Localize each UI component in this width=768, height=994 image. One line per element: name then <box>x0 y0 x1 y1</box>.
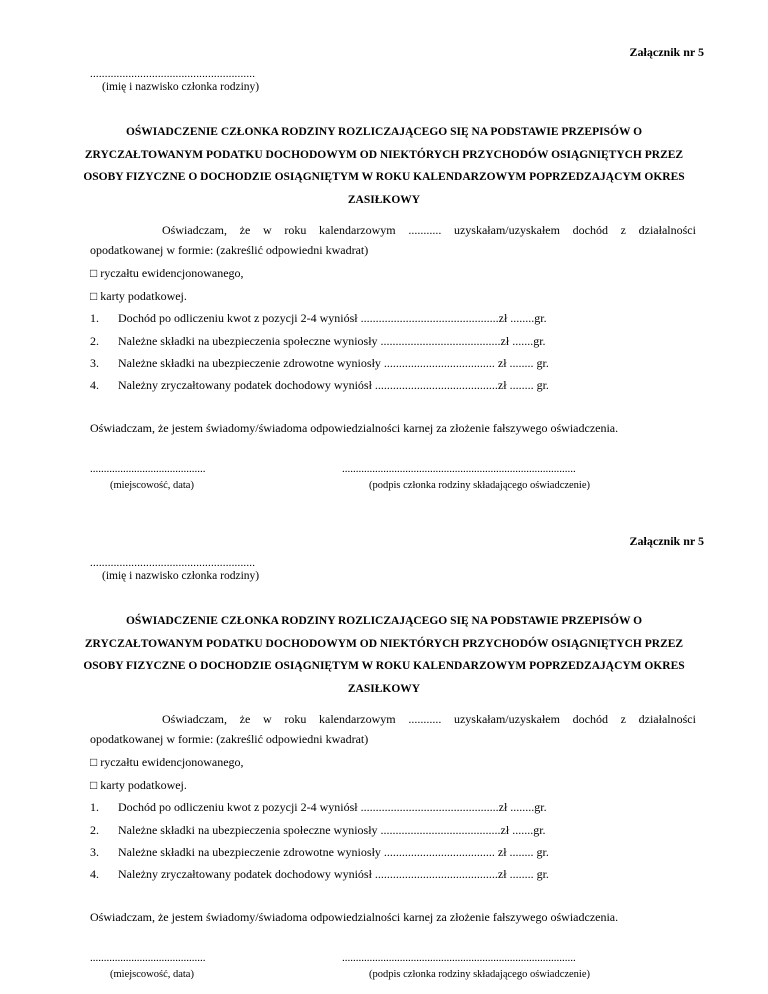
item-number: 3. <box>90 845 99 859</box>
item-text: Należny zryczałtowany podatek dochodowy wyniósł .........................................zł ........ gr. <box>118 867 549 881</box>
intro-line-2: opodatkowanej w formie: (zakreślić odpowiedni kwadrat) <box>90 732 369 746</box>
form-copy-2 <box>0 489 768 986</box>
intro-word: działalności <box>638 223 696 237</box>
annex-label: Załącznik nr 5 <box>629 45 704 59</box>
signature-dots: ..................................................................................... <box>342 952 576 964</box>
intro-word: że <box>239 712 251 726</box>
item-number: 2. <box>90 334 99 348</box>
intro-word: dochód <box>572 223 608 237</box>
place-date-caption: (miejscowość, data) <box>110 969 194 980</box>
item-number: 4. <box>90 378 99 392</box>
item-number: 1. <box>90 311 99 325</box>
intro-word: działalności <box>638 712 696 726</box>
declaration-text: Oświadczam, że jestem świadomy/świadoma odpowiedzialności karnej za złożenie fałszywego oświadczenia. <box>90 421 619 435</box>
place-date-dots: .......................................... <box>90 463 206 475</box>
intro-line-1 <box>162 712 696 727</box>
item-text: Należne składki na ubezpieczenia społeczne wyniosły ........................................zł .......gr. <box>118 334 546 348</box>
intro-word: ........... <box>408 712 442 726</box>
checkbox-option-ryczalt[interactable]: □ ryczałtu ewidencjonowanego, <box>90 266 244 280</box>
item-text: Dochód po odliczeniu kwot z pozycji 2-4 wyniósł ..............................................zł ........gr. <box>118 800 547 814</box>
intro-word: roku <box>284 712 307 726</box>
intro-word: Oświadczam, <box>162 223 227 237</box>
item-text: Należny zryczałtowany podatek dochodowy wyniósł .........................................zł ........ gr. <box>118 378 549 392</box>
checkbox-option-karta[interactable]: □ karty podatkowej. <box>90 289 187 303</box>
intro-word: kalendarzowym <box>319 223 396 237</box>
intro-word: uzyskałam/uzyskałem <box>453 712 560 726</box>
intro-line-1 <box>162 223 696 238</box>
name-caption: (imię i nazwisko członka rodziny) <box>102 81 260 93</box>
item-text: Należne składki na ubezpieczenia społeczne wyniosły ........................................zł .......gr. <box>118 823 546 837</box>
name-dots: ........................................................ <box>90 557 256 569</box>
form-title: OŚWIADCZENIE CZŁONKA RODZINY ROZLICZAJĄCEGO SIĘ NA PODSTAWIE PRZEPISÓW O ZRYCZAŁTOWANYM PODATKU DOCHODOWYM OD NIEKTÓRYCH PRZYCHODÓW OSIĄGNIĘTYCH PRZEZ OSOBY FIZYCZNE O DOCHODZIE OSIĄGNIĘTYM W ROKU KALENDARZOWYM POPRZEDZAJĄCYM OKRES ZASIŁKOWY <box>83 126 685 206</box>
declaration-text: Oświadczam, że jestem świadomy/świadoma odpowiedzialności karnej za złożenie fałszywego oświadczenia. <box>90 910 619 924</box>
annex-label: Załącznik nr 5 <box>629 534 704 548</box>
intro-word: kalendarzowym <box>319 712 396 726</box>
item-number: 3. <box>90 356 99 370</box>
signature-dots: ..................................................................................... <box>342 463 576 475</box>
intro-word: z <box>620 712 626 726</box>
form-title: OŚWIADCZENIE CZŁONKA RODZINY ROZLICZAJĄCEGO SIĘ NA PODSTAWIE PRZEPISÓW O ZRYCZAŁTOWANYM PODATKU DOCHODOWYM OD NIEKTÓRYCH PRZYCHODÓW OSIĄGNIĘTYCH PRZEZ OSOBY FIZYCZNE O DOCHODZIE OSIĄGNIĘTYM W ROKU KALENDARZOWYM POPRZEDZAJĄCYM OKRES ZASIŁKOWY <box>83 615 685 695</box>
checkbox-option-ryczalt[interactable]: □ ryczałtu ewidencjonowanego, <box>90 755 244 769</box>
name-dots: ........................................................ <box>90 68 256 80</box>
intro-word: z <box>620 223 626 237</box>
item-text: Należne składki na ubezpieczenie zdrowotne wyniosły ..................................... zł ........ gr. <box>118 845 549 859</box>
checkbox-option-karta[interactable]: □ karty podatkowej. <box>90 778 187 792</box>
intro-word: uzyskałam/uzyskałem <box>453 223 560 237</box>
intro-word: dochód <box>572 712 608 726</box>
intro-word: Oświadczam, <box>162 712 227 726</box>
intro-word: w <box>262 712 272 726</box>
place-date-caption: (miejscowość, data) <box>110 480 194 491</box>
item-text: Należne składki na ubezpieczenie zdrowotne wyniosły ..................................... zł ........ gr. <box>118 356 549 370</box>
signature-caption: (podpis członka rodziny składającego oświadczenie) <box>369 969 590 980</box>
intro-word: roku <box>284 223 307 237</box>
intro-line-2: opodatkowanej w formie: (zakreślić odpowiedni kwadrat) <box>90 243 369 257</box>
item-number: 2. <box>90 823 99 837</box>
name-caption: (imię i nazwisko członka rodziny) <box>102 570 260 582</box>
item-text: Dochód po odliczeniu kwot z pozycji 2-4 wyniósł ..............................................zł ........gr. <box>118 311 547 325</box>
intro-word: ........... <box>408 223 442 237</box>
item-number: 4. <box>90 867 99 881</box>
signature-caption: (podpis członka rodziny składającego oświadczenie) <box>369 480 590 491</box>
item-number: 1. <box>90 800 99 814</box>
place-date-dots: .......................................... <box>90 952 206 964</box>
intro-word: że <box>239 223 251 237</box>
intro-word: w <box>262 223 272 237</box>
